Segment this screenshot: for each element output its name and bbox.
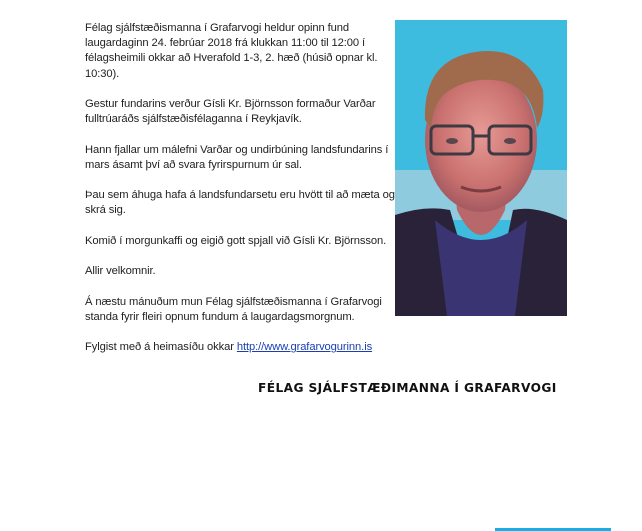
paragraph-guest: Gestur fundarins verður Gísli Kr. Björnsson formaður Varðar fulltrúaráðs sjálfstæðisfélaganna í Reykjavík. — [85, 98, 376, 126]
portrait-illustration — [395, 20, 567, 316]
speaker-photo — [395, 20, 567, 316]
organization-signature: FÉLAG SJÁLFSTÆÐIMANNA Í GRAFARVOGI — [258, 381, 557, 395]
paragraph-website — [85, 340, 395, 355]
paragraph-delegates: Þau sem áhuga hafa á landsfundarsetu eru hvött til að mæta og skrá sig. — [85, 189, 395, 217]
paragraph-meeting-info: Félag sjálfstæðismanna í Grafarvogi heldur opinn fund laugardaginn 24. febrúar 2018 frá klukkan 11:00 til 12:00 í félagsheimili okkar að Hverafold 1-3, 2. hæð (húsið opnar kl. 10:30). — [85, 22, 378, 80]
website-link[interactable]: http://www.grafarvogurinn.is — [236, 341, 373, 354]
website-prefix: Fylgist með á heimasíðu okkar — [85, 341, 237, 354]
announcement-body — [85, 21, 395, 371]
paragraph-coffee: Komið í morgunkaffi og eigið gott spjall við Gísli Kr. Björnsson. — [85, 234, 387, 247]
paragraph-future-meetings: Á næstu mánuðum mun Félag sjálfstæðismanna í Grafarvogi standa fyrir fleiri opnum fundum á laugardagsmorgnum. — [85, 295, 382, 323]
paragraph-topic: Hann fjallar um málefni Varðar og undirbúning landsfundarins í mars ásamt því að svara fyrirspurnum úr sal. — [85, 143, 389, 171]
paragraph-welcome: Allir velkomnir. — [85, 265, 156, 278]
